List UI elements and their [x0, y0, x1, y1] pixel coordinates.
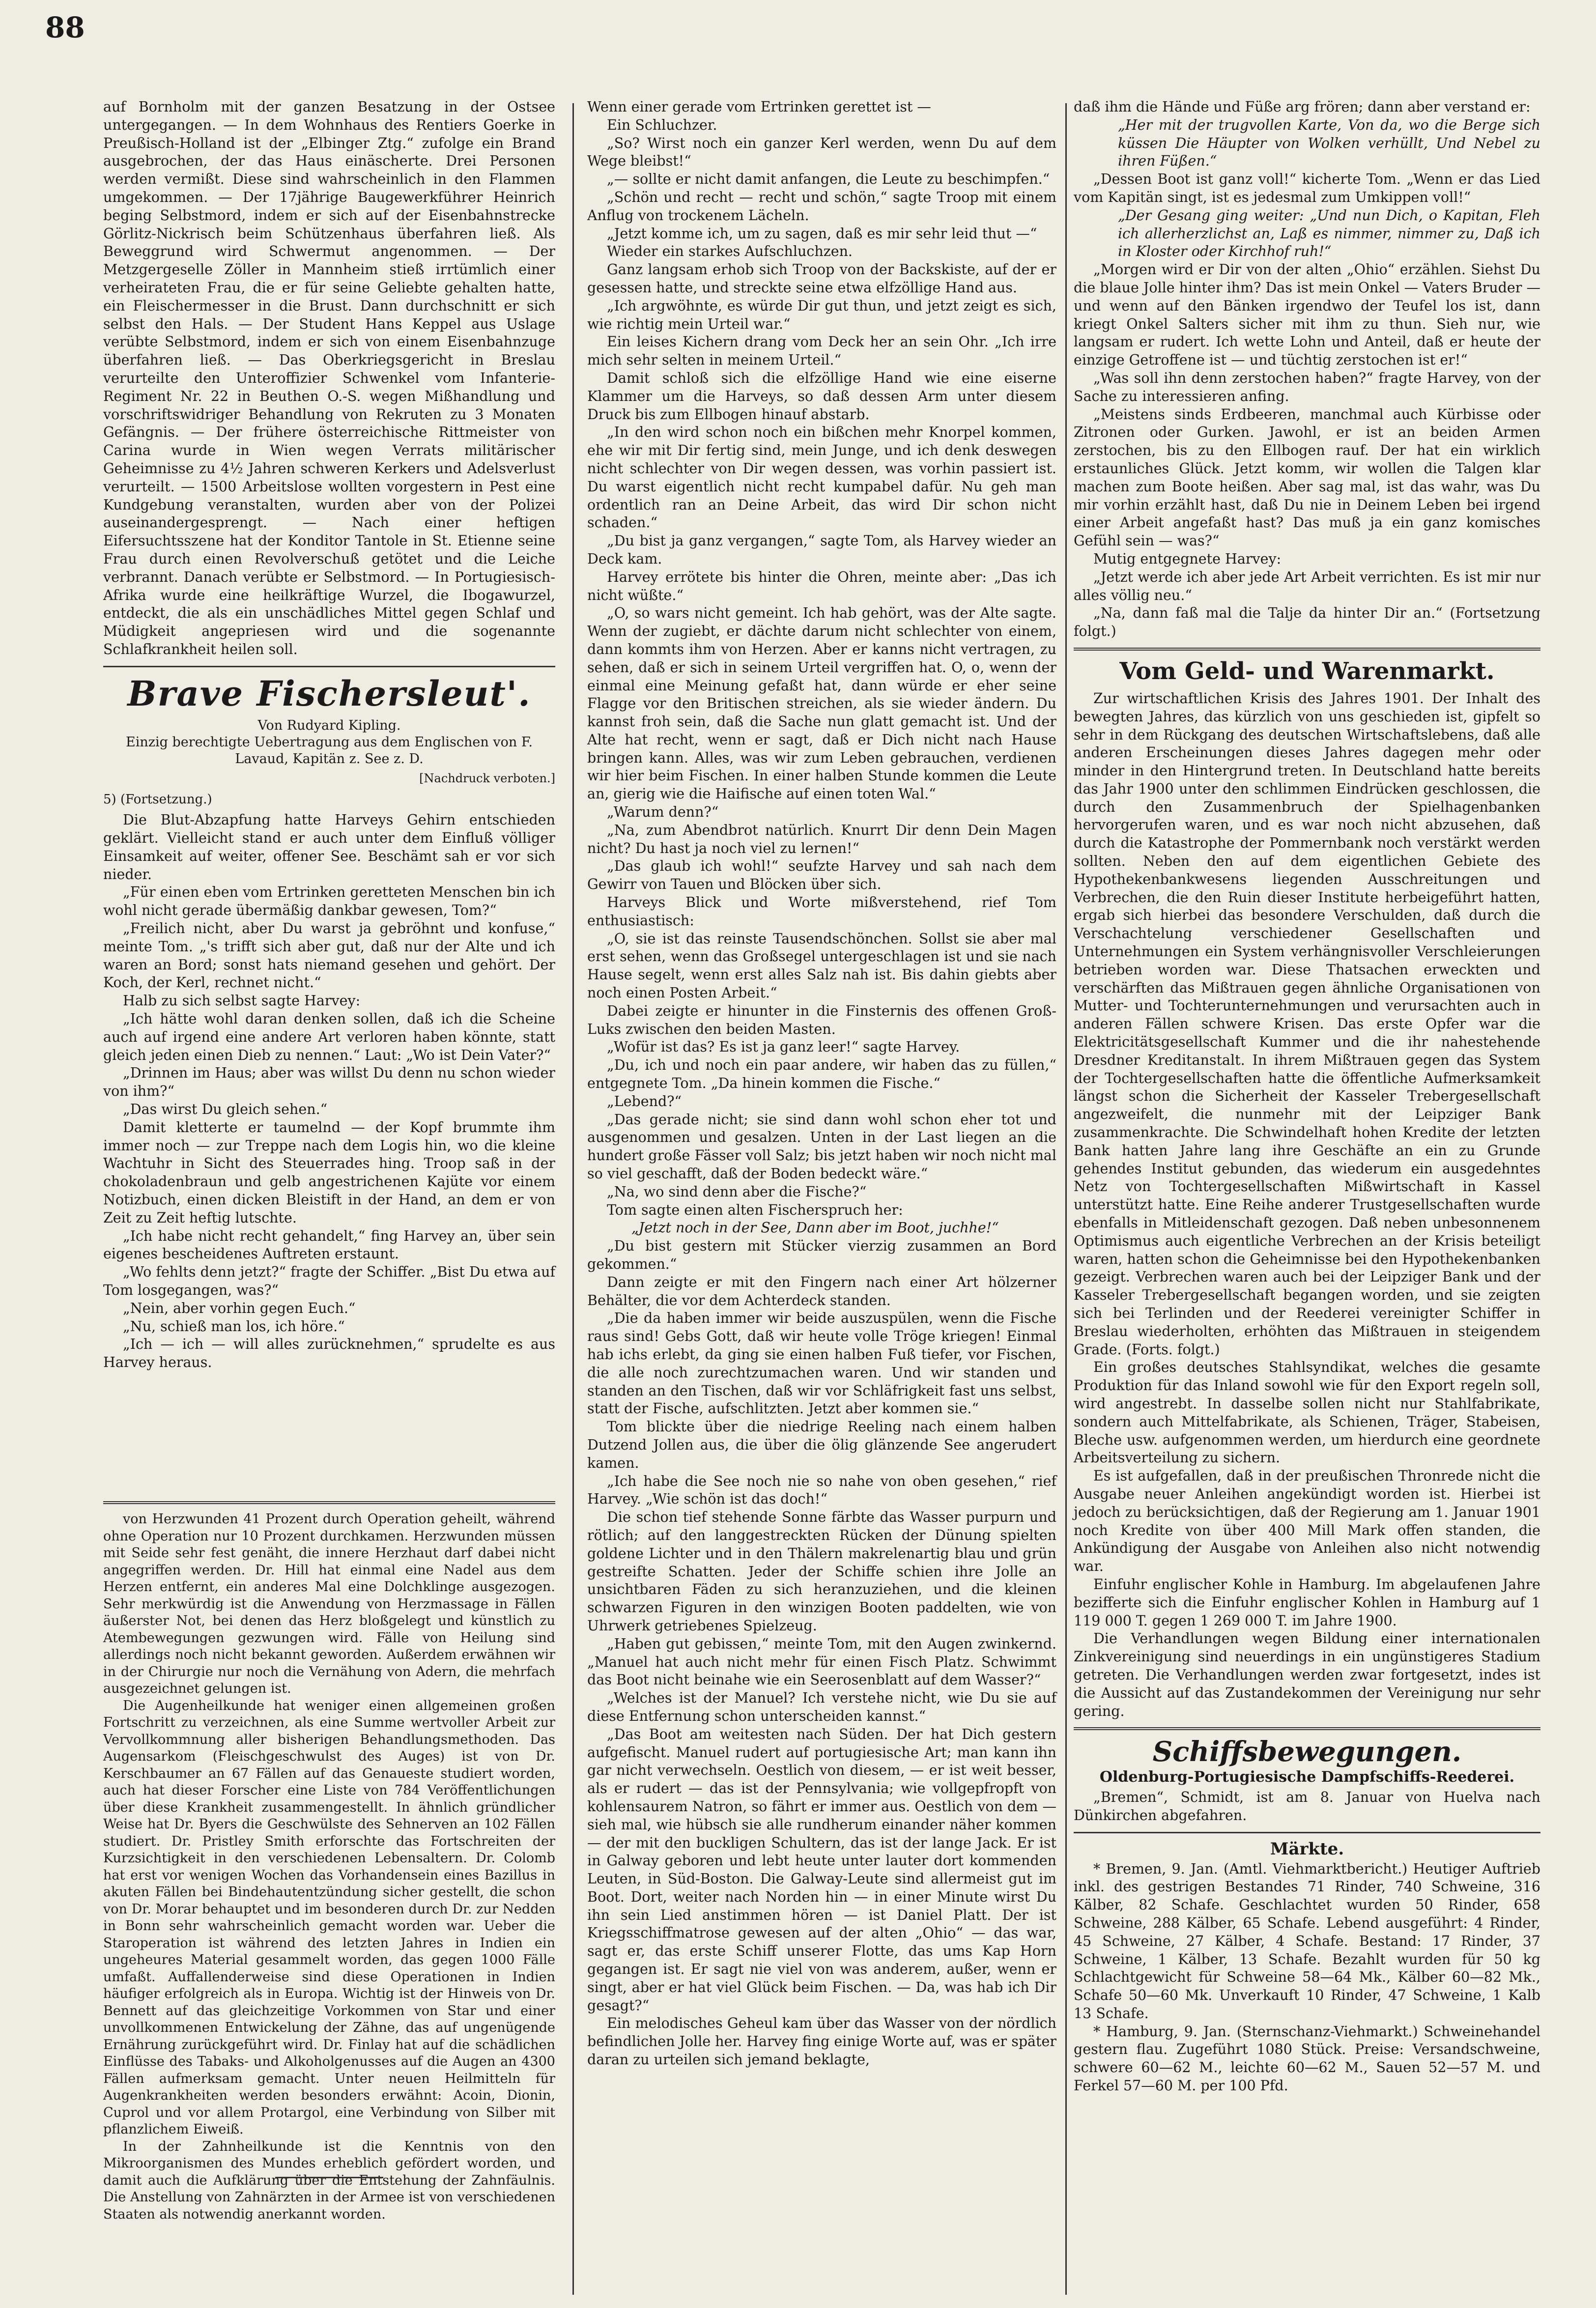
serial-paragraph: Halb zu sich selbst sagte Harvey:	[123, 993, 361, 1009]
serial-paragraph: „Nu, schieß man los, ich höre.“	[123, 1318, 345, 1335]
serial-paragraph: Dabei zeigte er hinunter in die Finsternis des offenen Groß-Luks zwischen den beiden Masten.	[587, 1002, 1056, 1037]
section-divider	[1074, 1727, 1540, 1730]
serial-paragraph: daß ihm die Hände und Füße arg frören; dann aber verstand er:	[1074, 99, 1531, 115]
serial-paragraph: Tom blickte über die niedrige Reeling nach einem halben Dutzend Jollen aus, die über die ölig glänzende See angerudert kamen.	[587, 1419, 1056, 1471]
serial-paragraph: „Dessen Boot ist ganz voll!“ kicherte Tom. „Wenn er das Lied vom Kapitän singt, ist es jedesmal zum Umkippen voll!“	[1074, 171, 1540, 205]
market-paragraph: Ein großes deutsches Stahlsyndikat, welches die gesamte Produktion für das Inland sowohl wie für den Export regeln soll, wird angestrebt. In dasselbe sollen nicht nur Stahlfabrikate, sondern auch Mittelfabrikate, als Schienen, Träger, Stabeisen, Bleche usw. aufgenommen werden, um hierdurch eine geordnete Arbeitsverteilung zu sichern.	[1074, 1359, 1540, 1466]
market-paragraph: Es ist aufgefallen, daß in der preußischen Thronrede nicht die Ausgabe neuer Anleihen angekündigt worden ist. Hierbei ist jedoch zu berücksichtigen, daß der Regierung am 1. Januar 1901 noch Kredite von über 400 Mill Mark offen standen, die Ankündigung der Ausgabe von Anleihen also nicht notwendig war.	[1074, 1468, 1540, 1575]
middle-column	[587, 98, 1056, 2295]
serial-paragraph: „Na, wo sind denn aber die Fische?“	[607, 1183, 867, 1200]
column-rule-left	[572, 103, 574, 2295]
verse: „Jetzt noch in der See, Dann aber im Boot, juchhe!“	[631, 1220, 999, 1236]
serial-paragraph: „Haben gut gebissen,“ meinte Tom, mit den Augen zwinkernd. „Manuel hat auch nicht mehr für einen Fisch Platz. Schwimmt das Boot nicht beinahe wie ein Seerosenblatt auf dem Wasser?“	[587, 1635, 1056, 1688]
verse: „Der Gesang ging weiter: „Und nun Dich, o Kapitan, Fleh ich allerherzlichst an, Laß es nimmer, nimmer zu, Daß ich in Kloster oder Kirchhof ruh!“	[1118, 207, 1540, 260]
section-divider	[103, 666, 555, 667]
serial-translation: Einzig berechtigte Uebertragung aus dem Englischen von F. Lavaud, Kapitän z. See z. D.	[126, 734, 533, 767]
science-paragraph: Die Augenheilkunde hat weniger einen allgemeinen großen Fortschritt zu verzeichnen, als eine Summe wertvoller Arbeit zur Vervollkommnung aller bisherigen Behandlungsmethoden. Das Augensarkom (Fleischgeschwulst des Auges) ist von Dr. Kerschbaumer an 67 Fällen auf das Genaueste studiert worden, auch hat dieser Forscher eine Liste von 784 Veröffentlichungen über diese Krankheit zusammengestellt. In ähnlich gründlicher Weise hat Dr. Byers die Geschwülste des Sehnerven an 102 Fällen studiert. Dr. Pristley Smith erforschte das Fortschreiten der Kurzsichtigkeit in den verschiedenen Lebensaltern. Dr. Colomb hat erst vor wenigen Wochen das Vorhandensein eines Bazillus in akuten Fällen bei Bindehautentzündung sicher gestellt, die schon von Dr. Morar behauptet und im besonderen durch Dr. zur Nedden in Bonn sehr wahrscheinlich gemacht worden war. Ueber die Staroperation ist während des letzten Jahres in Indien ein ungeheures Material gesammelt worden, das gegen 1000 Fälle umfaßt. Auffallenderweise sind diese Operationen in Indien häufiger erfolgreich als in Europa. Wichtig ist der Hinweis von Dr. Bennett auf das gleichzeitige Vorkommen von Star und einer unvollkommenen Entwickelung der Zähne, das auf ungenügende Ernährung zurückgeführt wird. Dr. Finlay hat auf die schädlichen Einflüsse des Tabaks- und Alkoholgenusses auf die Augen an 4300 Fällen aufmerksam gemacht. Unter neuen Heilmitteln für Augenkrankheiten werden besonders erwähnt: Acoin, Dionin, Cuprol und vor allem Protargol, eine Verbindung von Silber mit pflanzlichem Eiweiß.	[103, 1698, 555, 2137]
serial-paragraph: Harvey errötete bis hinter die Ohren, meinte aber: „Das ich nicht wüßte.“	[587, 569, 1056, 603]
science-paragraph: In der Zahnheilkunde ist die Kenntnis von den Mikroorganismen des Mundes erheblich gefördert worden, und damit auch die Aufklärung über die Entstehung der Zahnfäulnis. Die Anstellung von Zahnärzten in der Armee ist von verschiedenen Staaten als notwendig anerkannt worden.	[103, 2138, 555, 2222]
serial-paragraph: „In den wird schon noch ein bißchen mehr Knorpel kommen, ehe wir mit Dir fertig sind, mein Junge, und ich denk deswegen nicht schlechter von Dir wegen dessen, was vorhin passiert ist. Du warst eigentlich nicht recht kumpabel dafür. Nu geh man ordentlich ran an Deine Arbeit, das wird Dir schon nicht schaden.“	[587, 424, 1056, 531]
markets-paragraph: * Bremen, 9. Jan. (Amtl. Viehmarktbericht.) Heutiger Auftrieb inkl. des gestrigen Bestandes 71 Rinder, 740 Schweine, 316 Kälber, 82 Schafe. Geschlachtet wurden 50 Rinder, 658 Schweine, 288 Kälber, 65 Schafe. Lebend ausgeführt: 4 Rinder, 45 Schweine, 27 Kälber, 4 Schafe. Bestand: 17 Rinder, 37 Schweine, 1 Kälber, 13 Schafe. Bezahlt wurden für 50 kg Schlachtgewicht für Schweine 58—64 Mk., Kälber 60—82 Mk., Schafe 50—60 Mk. Unverkauft 10 Rinder, 47 Schweine, 1 Kalb 13 Schafe.	[1074, 1860, 1540, 2022]
serial-paragraph: „Morgen wird er Dir von der alten „Ohio“ erzählen. Siehst Du die blaue Jolle hinter ihm? Das ist mein Onkel — Vaters Bruder — und wenn auf den Bänken irgendwo der Teufel los ist, dann kriegt Onkel Salters sicher mit ihm zu thun. Sieh nur, wie langsam er rudert. Ich wette Lohn und Anteil, daß er heute der einzige Getroffene ist — und tüchtig zerstochen ist er!“	[1074, 261, 1540, 369]
serial-paragraph: Damit kletterte er taumelnd — der Kopf brummte ihm immer noch — zur Treppe nach dem Logis hin, wo die kleine Wachtuhr in Sicht des Steuerrades hing. Troop saß in der chokoladenbraun und gelb angestrichenen Kajüte vor einem Notizbuch, einen dicken Bleistift in der Hand, an dem er von Zeit zu Zeit heftig lutschte.	[103, 1119, 555, 1226]
serial-paragraph: „Was soll ihn denn zerstochen haben?“ fragte Harvey, von der Sache zu interessieren anfing.	[1074, 370, 1540, 404]
serial-paragraph: „Ich habe die See noch nie so nahe von oben gesehen,“ rief Harvey. „Wie schön ist das doch!“	[587, 1473, 1056, 1508]
serial-paragraph: Damit schloß sich die elfzöllige Hand wie eine eiserne Klammer um die Harveys, so daß dessen Arm unter diesem Druck bis zum Ellbogen hinauf abstarb.	[587, 370, 1056, 423]
serial-paragraph: Wieder ein starkes Aufschluchzen.	[607, 243, 853, 260]
markets-paragraph: * Hamburg, 9. Jan. (Sternschanz-Viehmarkt.) Schweinehandel gestern flau. Zugeführt 1080 Stück. Preise: Versandschweine, schwere 60—62 M., leichte 60—62 M., Sauen 52—57 M. und Ferkel 57—60 M. per 100 Pfd.	[1074, 2023, 1540, 2094]
serial-paragraph: „Für einen eben vom Ertrinken geretteten Menschen bin ich wohl nicht gerade übermäßig dankbar gewesen, Tom?“	[103, 884, 555, 919]
serial-paragraph: „Ich hätte wohl daran denken sollen, daß ich die Scheine auch auf irgend eine andere Art verloren haben könnte, statt gleich jeden einen Dieb zu nennen.“ Laut: „Wo ist Dein Vater?“	[103, 1011, 555, 1063]
markets-title: Märkte.	[1270, 1839, 1344, 1859]
serial-instalment: 5) (Fortsetzung.)	[103, 792, 212, 807]
news-paragraph: auf Bornholm mit der ganzen Besatzung in der Ostsee untergegangen. — In dem Wohnhaus des Rentiers Goerke in Preußisch-Holland ist der „Elbinger Ztg.“ zufolge ein Brand ausgebrochen, der das Haus einäscherte. Drei Personen werden vermißt. Diese sind wahrscheinlich in den Flammen umgekommen. — Der 17jährige Baugewerkführer Heinrich beging Selbstmord, indem er sich auf der Eisenbahnstrecke Görlitz-Nickrisch beim Schützenhaus überfahren ließ. Als Beweggrund wird Schwermut angenommen. — Der Metzgergeselle Zöller in Mannheim stieß irrtümlich einer verheirateten Frau, die er für seine Geliebte gehalten hatte, ein Fleischermesser in die Brust. Dann durchschnitt er sich selbst den Hals. — Der Student Hans Keppel aus Uslage verübte Selbstmord, indem er sich von einem Eisenbahnzuge überfahren ließ. — Das Oberkriegsgericht in Breslau verurteilte den Unteroffizier Schwenkel vom Infanterie-Regiment Nr. 22 in Beuthen O.-S. wegen Mißhandlung und vorschriftswidriger Behandlung von Rekruten zu 3 Monaten Gefängnis. — Der frühere österreichische Rittmeister von Carina wurde in Wien wegen Verrats militärischer Geheimnisse zu 4½ Jahren schweren Kerkers und Adelsverlust verurteilt. — 1500 Arbeitslose wollten vorgestern in Pest eine Kundgebung veranstalten, wurden aber von der Polizei auseinandergesprengt. — Nach einer heftigen Eifersuchtsszene hat der Konditor Tantole in St. Etienne seine Frau durch einen Revolverschuß getötet und die Leiche verbrannt. Danach verübte er Selbstmord. — In Portugiesisch-Afrika wurde eine heilkräftige Wurzel, die Ibogawurzel, entdeckt, die als ein unschädliches Mittel gegen Schlaf und Müdigkeit angepriesen wird und die sogenannte Schlafkrankheit heilen soll.	[103, 99, 555, 657]
serial-paragraph: „Na, zum Abendbrot natürlich. Knurrt Dir denn Dein Magen nicht? Du hast ja noch viel zu lernen!“	[587, 822, 1056, 856]
left-column-bottom	[103, 1501, 555, 2222]
right-column	[1074, 98, 1540, 2295]
serial-paragraph: „Freilich nicht, aber Du warst ja gebröhnt und konfuse,“ meinte Tom. „'s trifft sich aber gut, daß nur der Alte und ich waren an Bord; sonst hats niemand gesehen und gehört. Der Koch, der Kerl, rechnet nicht.“	[103, 920, 555, 991]
market-paragraph: Zur wirtschaftlichen Krisis des Jahres 1901. Der Inhalt des bewegten Jahres, das kürzlich von uns geschieden ist, gipfelt so sehr in dem Rückgang des deutschen Wirtschaftslebens, daß alle anderen Erscheinungen dieses Jahres dagegen mehr oder minder in den Hintergrund treten. In Deutschland hatte bereits das Jahr 1900 unter den schlimmen Eindrücken geschlossen, die durch den Zusammenbruch der Spielhagenbanken hervorgerufen waren, und es war noch nicht abzusehen, daß durch die Katastrophe der Pommernbank noch verstärkt werden sollten. Neben den auf dem eigentlichen Gebiete des Hypothekenbankwesens liegenden Ausschreitungen und Verbrechen, die den Ruin dieser Institute herbeigeführt hatten, ergab sich hierbei das besondere Verschulden, daß durch die Verschachtelung verschiedener Gesellschaften und Unternehmungen ein System verhängnisvoller Verschleierungen betrieben worden war. Diese Thatsachen erweckten und verschärften das Mißtrauen gegen ähnliche Organisationen von Mutter- und Tochterunternehmungen und verursachten auch in anderen Fällen schwere Krisen. Das erste Opfer war die Elektricitätsgesellschaft Kummer und die ihr nahestehende Dresdner Kreditanstalt. In ihrem Mißtrauen gegen das System der Tochtergesellschaften hatte die öffentliche Aufmerksamkeit längst schon die Sicherheit der Kasseler Trebergesellschaft angezweifelt, die nunmehr mit der Leipziger Bank zusammenkrachte. Die Schwindelhaft hohen Kredite der letzten Bank hatten Jahre lang ihre Geschäfte an ein zu Grunde gehendes Institut gebunden, das wiederum ein ausgedehntes Netz von Tochtergesellschaften Mißwirtschaft in Kassel unterstützt hatte. Eine Reihe anderer Trustgesellschaften wurde ebenfalls in Mitleidenschaft gezogen. Daß neben unbesonnenem Optimismus auch eigentliche Verbrechen an der Krisis beteiligt waren, hatten schon die Geheimnisse bei den Hypothekenbanken gezeigt. Verbrechen waren auch bei der Leipziger Bank und der Kasseler Trebergesellschaft begangen worden, und sie zeigten sich bei Terlinden und der Reederei vereinigter Schiffer in Breslau wiederholten, erhöhten das Mißtrauen in steigendem Grade. (Forts. folgt.)	[1074, 690, 1540, 1358]
column-end-rule	[275, 2177, 383, 2178]
shipping-paragraph: „Bremen“, Schmidt, ist am 8. Januar von Huelva nach Dünkirchen abgefahren.	[1074, 1789, 1540, 1824]
serial-paragraph: „Wo fehlts denn jetzt?“ fragte der Schiffer. „Bist Du etwa auf Tom losgegangen, was?“	[103, 1264, 555, 1299]
serial-paragraph: „Das glaub ich wohl!“ seufzte Harvey und sah nach dem Gewirr von Tauen und Blöcken über sich.	[587, 858, 1056, 893]
section-divider	[103, 1501, 555, 1504]
serial-paragraph: „So? Wirst noch ein ganzer Kerl werden, wenn Du auf dem Wege bleibst!“	[587, 135, 1056, 170]
section-divider	[1074, 648, 1540, 651]
serial-paragraph: Mutig entgegnete Harvey:	[1093, 550, 1282, 567]
serial-paragraph: „Das gerade nicht; sie sind dann wohl schon eher tot und ausgenommen und gesalzen. Unten in der Last liegen an die hundert große Fässer voll Salz; bis jetzt haben wir noch nicht mal so viel geschafft, daß der Boden bedeckt wäre.“	[587, 1111, 1056, 1182]
serial-paragraph: „O, so wars nicht gemeint. Ich hab gehört, was der Alte sagte. Wenn der zugiebt, er dächte darum nicht schlechter von einem, dann kommts ihm von Herzen. Aber er kanns nicht vertragen, zu sehen, daß er sich in seinem Urteil vergriffen hat. O, o, wenn der einmal eine Meinung gefaßt hat, dann würde er eher seine Flagge vor den Britischen streichen, als sie wieder ändern. Du kannst froh sein, daß die Sache nun glatt gemacht ist. Und der Alte hat recht, wenn er sagt, daß er Dich nicht nach Hause bringen kann. Alles, was wir zum Leben gebrauchen, verdienen wir hier beim Fischen. In einer halben Stunde kommen die Leute an, gierig wie die Haifische auf einen toten Wal.“	[587, 605, 1056, 802]
money-market-title: Vom Geld- und Warenmarkt.	[1119, 657, 1495, 685]
serial-paragraph: „Schön und recht — recht und schön,“ sagte Troop mit einem Anflug von trockenem Lächeln.	[587, 189, 1056, 224]
market-paragraph: Die Verhandlungen wegen Bildung einer internationalen Zinkvereinigung sind neuerdings in ein ungünstigeres Stadium getreten. Die Verhandlungen werden zwar fortgesetzt, indes ist die Aussicht auf das Zustandekommen der Vereinigung nur sehr gering.	[1074, 1630, 1540, 1719]
serial-paragraph: Ganz langsam erhob sich Troop von der Backskiste, auf der er gesessen hatte, und streckte seine etwa elfzöllige Hand aus.	[587, 261, 1056, 296]
serial-paragraph: „Ich argwöhnte, es würde Dir gut thun, und jetzt zeigt es sich, wie richtig mein Urteil war.“	[587, 297, 1056, 332]
serial-paragraph: Wenn einer gerade vom Ertrinken gerettet ist —	[587, 99, 931, 115]
verse: „Her mit der trugvollen Karte, Von da, wo die Berge sich küssen Die Häupter von Wolken verhüllt, Und Nebel zu ihren Füßen.“	[1118, 116, 1540, 170]
serial-title: Brave Fischersleut'.	[127, 673, 531, 714]
serial-paragraph: „Das wirst Du gleich sehen.“	[123, 1101, 328, 1118]
serial-paragraph: Ein Schluchzer.	[607, 116, 717, 133]
serial-paragraph: „Du bist ja ganz vergangen,“ sagte Tom, als Harvey wieder an Deck kam.	[587, 533, 1056, 567]
left-column	[103, 98, 555, 1504]
science-paragraph: von Herzwunden 41 Prozent durch Operation geheilt, während ohne Operation nur 10 Prozent durchkamen. Herzwunden müssen mit Seide sehr fest genäht, die innere Herzhaut darf dabei nicht angegriffen werden. Dr. Hill hat einmal eine Nadel aus dem Herzen entfernt, ein anderes Mal eine Dolchklinge ausgezogen. Sehr merkwürdig ist die Anwendung von Herzmassage in Fällen äußerster Not, bei denen das Herz bloßgelegt und künstlich zu Atembewegungen gezwungen wird. Fälle von Heilung sind allerdings noch nicht bekannt geworden. Außerdem erwähnen wir in der Chirurgie nur noch die Vernähung von Adern, die mehrfach ausgezeichnet gelungen ist.	[103, 1511, 555, 1696]
column-rule-right	[1065, 103, 1067, 2295]
serial-paragraph: Harveys Blick und Worte mißverstehend, rief Tom enthusiastisch:	[587, 894, 1056, 929]
serial-paragraph: „Wofür ist das? Es ist ja ganz leer!“ sagte Harvey.	[607, 1039, 960, 1055]
serial-paragraph: „Lebend?“	[607, 1093, 682, 1110]
serial-paragraph: „— sollte er nicht damit anfangen, die Leute zu beschimpfen.“	[607, 171, 1050, 188]
reprint-note: [Nachdruck verboten.]	[419, 771, 555, 785]
serial-paragraph: „Das Boot am weitesten nach Süden. Der hat Dich gestern aufgefischt. Manuel rudert auf portugiesische Art; man kann ihn gar nicht verwechseln. Oestlich von diesem, — er ist weit besser, als er rudert — das ist der Pennsylvania; wie vollgepfropft von kohlensaurem Natron, so fährt er immer aus. Oestlich von dem — sieh mal, wie hübsch sie alle rundherum einander näher kommen — der mit den buckligen Schultern, das ist der lange Jack. Er ist in Galway geboren und lebt heute unter lauter dort kommenden Leuten, in Süd-Boston. Die Galway-Leute sind allermeist gut im Boot. Dort, weiter nach Norden hin — in einer Minute wirst Du ihn sein Lied anstimmen hören — ist Daniel Platt. Der ist Kriegsschiffmatrose gewesen auf der alten „Ohio“ — das war, sagt er, das erste Schiff unserer Flotte, das ums Kap Horn gegangen ist. Er sagt nie viel von was anderem, außer, wenn er singt, aber er hat viel Glück beim Fischen. — Da, was hab ich Dir gesagt?“	[587, 1726, 1056, 2014]
serial-paragraph: Die schon tief stehende Sonne färbte das Wasser purpurn und rötlich; auf den langgestreckten Rücken der Dünung spielten goldene Lichter und in den Thälern makrelenartig blau und grün gestreifte Schatten. Jeder der Schiffe schien ihre Jolle an unsichtbaren Fäden zu sich heranzuziehen, und die kleinen schwarzen Figuren in den winzigen Booten paddelten, wie von Uhrwerk getriebenes Spielzeug.	[587, 1509, 1056, 1634]
serial-paragraph: „Jetzt komme ich, um zu sagen, daß es mir sehr leid thut —“	[607, 225, 1037, 242]
serial-paragraph: Ein leises Kichern drang vom Deck her an sein Ohr. „Ich irre mich sehr selten in meinem Urteil.“	[587, 334, 1056, 369]
serial-paragraph: „Meistens sinds Erdbeeren, manchmal auch Kürbisse oder Zitronen oder Gurken. Jawohl, er ist an beiden Armen zerstochen, bis zu den Ellbogen rauf. Der hat ein wirklich erstaunliches Glück. Jetzt komm, wir wollen die Talgen klar machen zum Boote heißen. Aber sag mal, ist das wahr, was Du mir vorhin erzählt hast, daß Du nie in Deinem Leben bei irgend einer Arbeit angefaßt hast? Das muß ja ein ganz komisches Gefühl sein — was?“	[1074, 406, 1540, 549]
serial-paragraph: „Jetzt werde ich aber jede Art Arbeit verrichten. Es ist mir nur alles völlig neu.“	[1074, 569, 1540, 603]
serial-paragraph: „Warum denn?“	[607, 804, 719, 821]
serial-paragraph: „O, sie ist das reinste Tausendschönchen. Sollst sie aber mal erst sehen, wenn das Großsegel untergeschlagen ist und sie nach Hause segelt, wenn erst alles Salz nah ist. Bis dahin giebts aber noch einen Posten Arbeit.“	[587, 930, 1056, 1001]
serial-paragraph: Dann zeigte er mit den Fingern nach einer Art hölzerner Behälter, die vor dem Achterdeck standen.	[587, 1274, 1056, 1309]
serial-paragraph: Die Blut-Abzapfung hatte Harveys Gehirn entschieden geklärt. Vielleicht stand er auch unter dem Einfluß völliger Einsamkeit auf weiter, offener See. Beschämt sah er vor sich nieder.	[103, 812, 555, 883]
shipping-subtitle: Oldenburg-Portugiesische Dampfschiffs-Reederei.	[1099, 1768, 1515, 1786]
serial-paragraph: Tom sagte einen alten Fischerspruch her:	[607, 1201, 903, 1218]
serial-paragraph: „Die da haben immer wir beide auszuspülen, wenn die Fische raus sind! Gebs Gott, daß wir heute volle Tröge kriegen! Einmal hab ichs erlebt, da ging sie einen halben Fuß tiefer, vor Fischen, die alle noch zurechtzumachen waren. Und wir standen und standen an den Tischen, daß wir vor Schläfrigkeit fast uns selbst, statt der Fische, aufschlitzten. Jetzt aber kommen sie.“	[587, 1310, 1056, 1417]
market-paragraph: Einfuhr englischer Kohle in Hamburg. Im abgelaufenen Jahre bezifferte sich die Einfuhr englischer Kohlen in Hamburg auf 1 119 000 T. gegen 1 269 000 T. im Jahre 1900.	[1074, 1576, 1540, 1629]
serial-paragraph: „Drinnen im Haus; aber was willst Du denn nu schon wieder von ihm?“	[103, 1065, 555, 1100]
serial-paragraph: „Welches ist der Manuel? Ich verstehe nicht, wie Du sie auf diese Entfernung schon unterscheiden kannst.“	[587, 1690, 1056, 1724]
serial-paragraph: „Du, ich und noch ein paar andere, wir haben das zu füllen,“ entgegnete Tom. „Da hinein kommen die Fische.“	[587, 1057, 1056, 1092]
serial-paragraph: „Ich habe nicht recht gehandelt,“ fing Harvey an, über sein eigenes bescheidenes Auftreten erstaunt.	[103, 1227, 555, 1262]
serial-paragraph: „Na, dann faß mal die Talje da hinter Dir an.“ (Fortsetzung folgt.)	[1074, 605, 1540, 640]
serial-paragraph: „Ich — ich — will alles zurücknehmen,“ sprudelte es aus Harvey heraus.	[103, 1336, 555, 1371]
serial-paragraph: Ein melodisches Geheul kam über das Wasser von der nördlich befindlichen Jolle her. Harvey fing einige Worte auf, was er später daran zu urteilen sich jemand beklagte,	[587, 2015, 1056, 2068]
serial-paragraph: „Du bist gestern mit Stücker vierzig zusammen an Bord gekommen.“	[587, 1238, 1056, 1272]
section-divider	[1074, 1832, 1540, 1833]
serial-byline: Von Rudyard Kipling.	[257, 717, 401, 733]
shipping-title: Schiffsbewegungen.	[1152, 1736, 1462, 1768]
serial-paragraph: „Nein, aber vorhin gegen Euch.“	[123, 1300, 356, 1316]
page-number: 88	[45, 11, 85, 44]
